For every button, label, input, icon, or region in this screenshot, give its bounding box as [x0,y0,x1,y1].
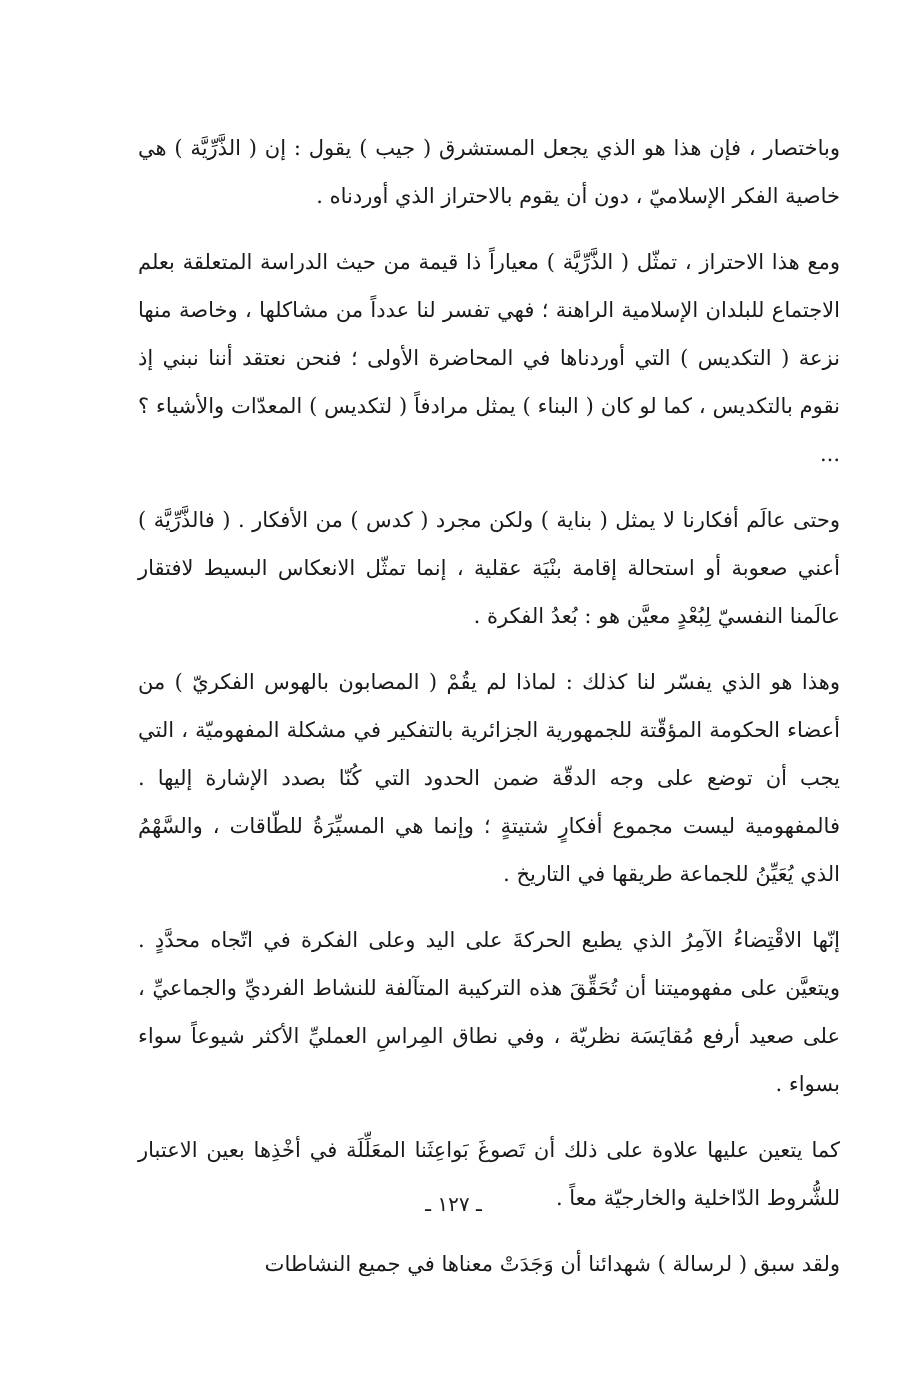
paragraph: وباختصار ، فإن هذا هو الذي يجعل المستشرق ( جيب ) يقول : إن ( الذَّرِّيَّة ) هي خاصية الفكر الإسلاميّ ، دون أن يقوم بالاحتراز الذي أوردناه . [138,136,840,208]
paragraph: إنّها الاقْتِضاءُ الآمِرُ الذي يطبع الحركةَ على اليد وعلى الفكرة في اتّجاه محدَّدٍ . ويتعيَّن على مفهوميتنا أن تُحَقِّقَ هذه التركيبة المتآلفة للنشاط الفرديِّ والجماعيِّ ، على صعيد أرفع مُقايَسَة نظريّة ، وفي نطاق المِراسِ العمليِّ الأكثر شيوعاً سواء بسواء . [138,928,840,1096]
paragraph: ومع هذا الاحتراز ، تمثّل ( الذَّرِّيَّة ) معياراً ذا قيمة من حيث الدراسة المتعلقة بعلم الاجتماع للبلدان الإسلامية الراهنة ؛ فهي تفسر لنا عدداً من مشاكلها ، وخاصة منها نزعة ( التكديس ) التي أوردناها في المحاضرة الأولى ؛ فنحن نعتقد أننا نبني إذ نقوم بالتكديس ، كما لو كان ( البناء ) يمثل مرادفاً ( لتكديس ) المعدّات والأشياء ؟ ... [138,250,840,466]
paragraph: ولقد سبق ( لرسالة ) شهدائنا أن وَجَدَتْ معناها في جميع النشاطات [264,1252,840,1276]
page-number: ـ ١٢٧ ـ [425,1192,482,1216]
body-text [138,124,840,1288]
paragraph: كما يتعين عليها علاوة على ذلك أن تَصوغَ بَواعِثَنا المعَلِّلَة في أخْذِها بعين الاعتبار للشُّروط الدّاخلية والخارجيّة معاً . [138,1138,840,1210]
paragraph: وحتى عالَم أفكارنا لا يمثل ( بناية ) ولكن مجرد ( كدس ) من الأفكار . ( فالذَّرِّيَّة ) أعني صعوبة أو استحالة إقامة بنْيَة عقلية ، إنما تمثّل الانعكاس البسيط لافتقار عالَمنا النفسيّ لِبُعْدٍ معيَّن هو : بُعدُ الفكرة . [138,508,840,628]
paragraph: وهذا هو الذي يفسّر لنا كذلك : لماذا لم يقُمْ ( المصابون بالهوس الفكريّ ) من أعضاء الحكومة المؤقّتة للجمهورية الجزائرية بالتفكير في مشكلة المفهوميّة ، التي يجب أن توضع على وجه الدقّة ضمن الحدود التي كُنّا بصدد الإشارة إليها . فالمفهومية ليست مجموع أفكارٍ شتيتةٍ ؛ وإنما هي المسيِّرَةُ للطّاقات ، والسَّهْمُ الذي يُعَيِّنُ للجماعة طريقها في التاريخ . [138,670,840,886]
